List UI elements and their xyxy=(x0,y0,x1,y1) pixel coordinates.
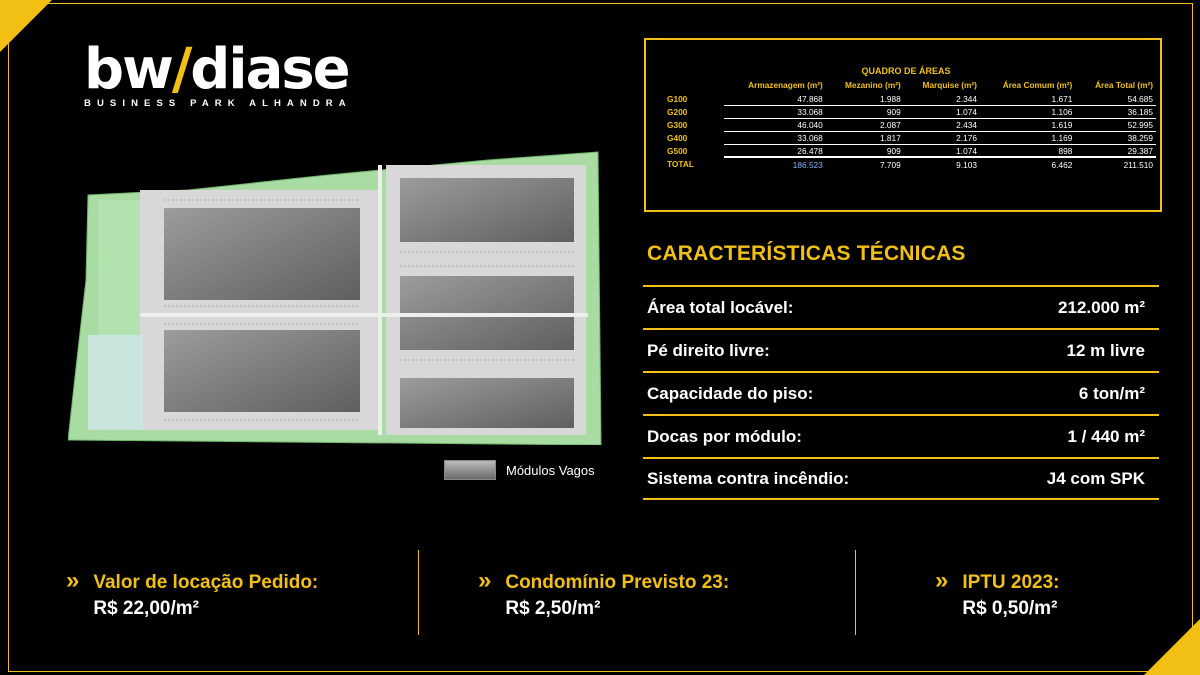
module-g200 xyxy=(400,178,574,242)
areas-table xyxy=(664,80,1156,170)
spec-row xyxy=(643,414,1159,457)
areas-header-row xyxy=(664,80,1156,92)
spec-label: Pé direito livre: xyxy=(647,340,770,360)
col-header: Mezanino (m²) xyxy=(844,80,901,90)
spec-value: 1 / 440 m² xyxy=(1067,426,1145,446)
areas-title: QUADRO DE ÁREAS xyxy=(861,66,951,76)
spec-value: 212.000 m² xyxy=(1058,297,1145,317)
siteplan-legend xyxy=(444,460,595,480)
price-condo xyxy=(478,567,730,622)
footer-divider xyxy=(855,550,856,635)
brand-logo xyxy=(84,37,364,109)
spec-value: J4 com SPK xyxy=(1046,468,1145,488)
chevron-right-icon: » xyxy=(66,567,80,594)
table-row: G500 26.478 909 1.074 898 29.387 xyxy=(664,144,1156,157)
price-iptu xyxy=(935,567,1060,622)
spec-label: Capacidade do piso: xyxy=(647,383,814,403)
module-g300 xyxy=(164,330,360,412)
legend-swatch xyxy=(444,460,496,480)
price-rent xyxy=(66,567,319,622)
module-g100 xyxy=(164,208,360,300)
spec-label: Docas por módulo: xyxy=(647,426,802,446)
logo-subtitle: BUSINESS PARK ALHANDRA xyxy=(84,98,352,109)
module-g500 xyxy=(400,378,574,428)
table-row: G400 33.068 1.817 2.176 1.169 38.259 xyxy=(664,131,1156,144)
spec-value: 6 ton/m² xyxy=(1078,383,1145,403)
price-label: IPTU 2023: xyxy=(962,572,1060,593)
corner-accent-top-left xyxy=(0,0,52,52)
tech-specs-list xyxy=(643,285,1159,500)
logo-wordmark: bw/diase xyxy=(84,37,349,102)
spec-row xyxy=(643,457,1159,500)
price-value: R$ 0,50/m² xyxy=(962,598,1058,619)
price-value: R$ 2,50/m² xyxy=(505,598,601,619)
corner-accent-bottom-right xyxy=(1144,619,1200,675)
chevron-right-icon: » xyxy=(478,567,492,594)
table-row: G100 47.868 1.988 2.344 1.671 54.685 xyxy=(664,92,1156,105)
chevron-right-icon: » xyxy=(935,567,949,594)
price-value: R$ 22,00/m² xyxy=(93,598,199,619)
col-header: Área Comum (m²) xyxy=(1002,80,1073,90)
spec-value: 12 m livre xyxy=(1066,340,1145,360)
spec-label: Sistema contra incêndio: xyxy=(647,468,850,488)
table-row: G300 46.040 2.087 2.434 1.619 52.995 xyxy=(664,118,1156,131)
tech-title: CARACTERÍSTICAS TÉCNICAS xyxy=(647,242,966,265)
spec-row xyxy=(643,285,1159,328)
col-header: Armazenagem (m²) xyxy=(748,80,823,90)
spec-row xyxy=(643,371,1159,414)
logo-slash-accent: / xyxy=(171,37,191,102)
legend-label: Módulos Vagos xyxy=(506,462,595,478)
table-total-row: TOTAL 186.523 7.709 9.103 6.462 211.510 xyxy=(664,157,1156,170)
spec-row xyxy=(643,328,1159,371)
footer-divider xyxy=(418,550,419,635)
price-label: Condomínio Previsto 23: xyxy=(505,572,730,593)
areas-table-box xyxy=(644,38,1162,212)
col-header: Marquise (m²) xyxy=(922,80,977,90)
spec-label: Área total locável: xyxy=(647,297,794,317)
table-row: G200 33.068 909 1.074 1.106 36.185 xyxy=(664,105,1156,118)
col-header: Área Total (m²) xyxy=(1095,80,1153,90)
price-label: Valor de locação Pedido: xyxy=(93,572,319,593)
site-plan xyxy=(68,150,602,445)
